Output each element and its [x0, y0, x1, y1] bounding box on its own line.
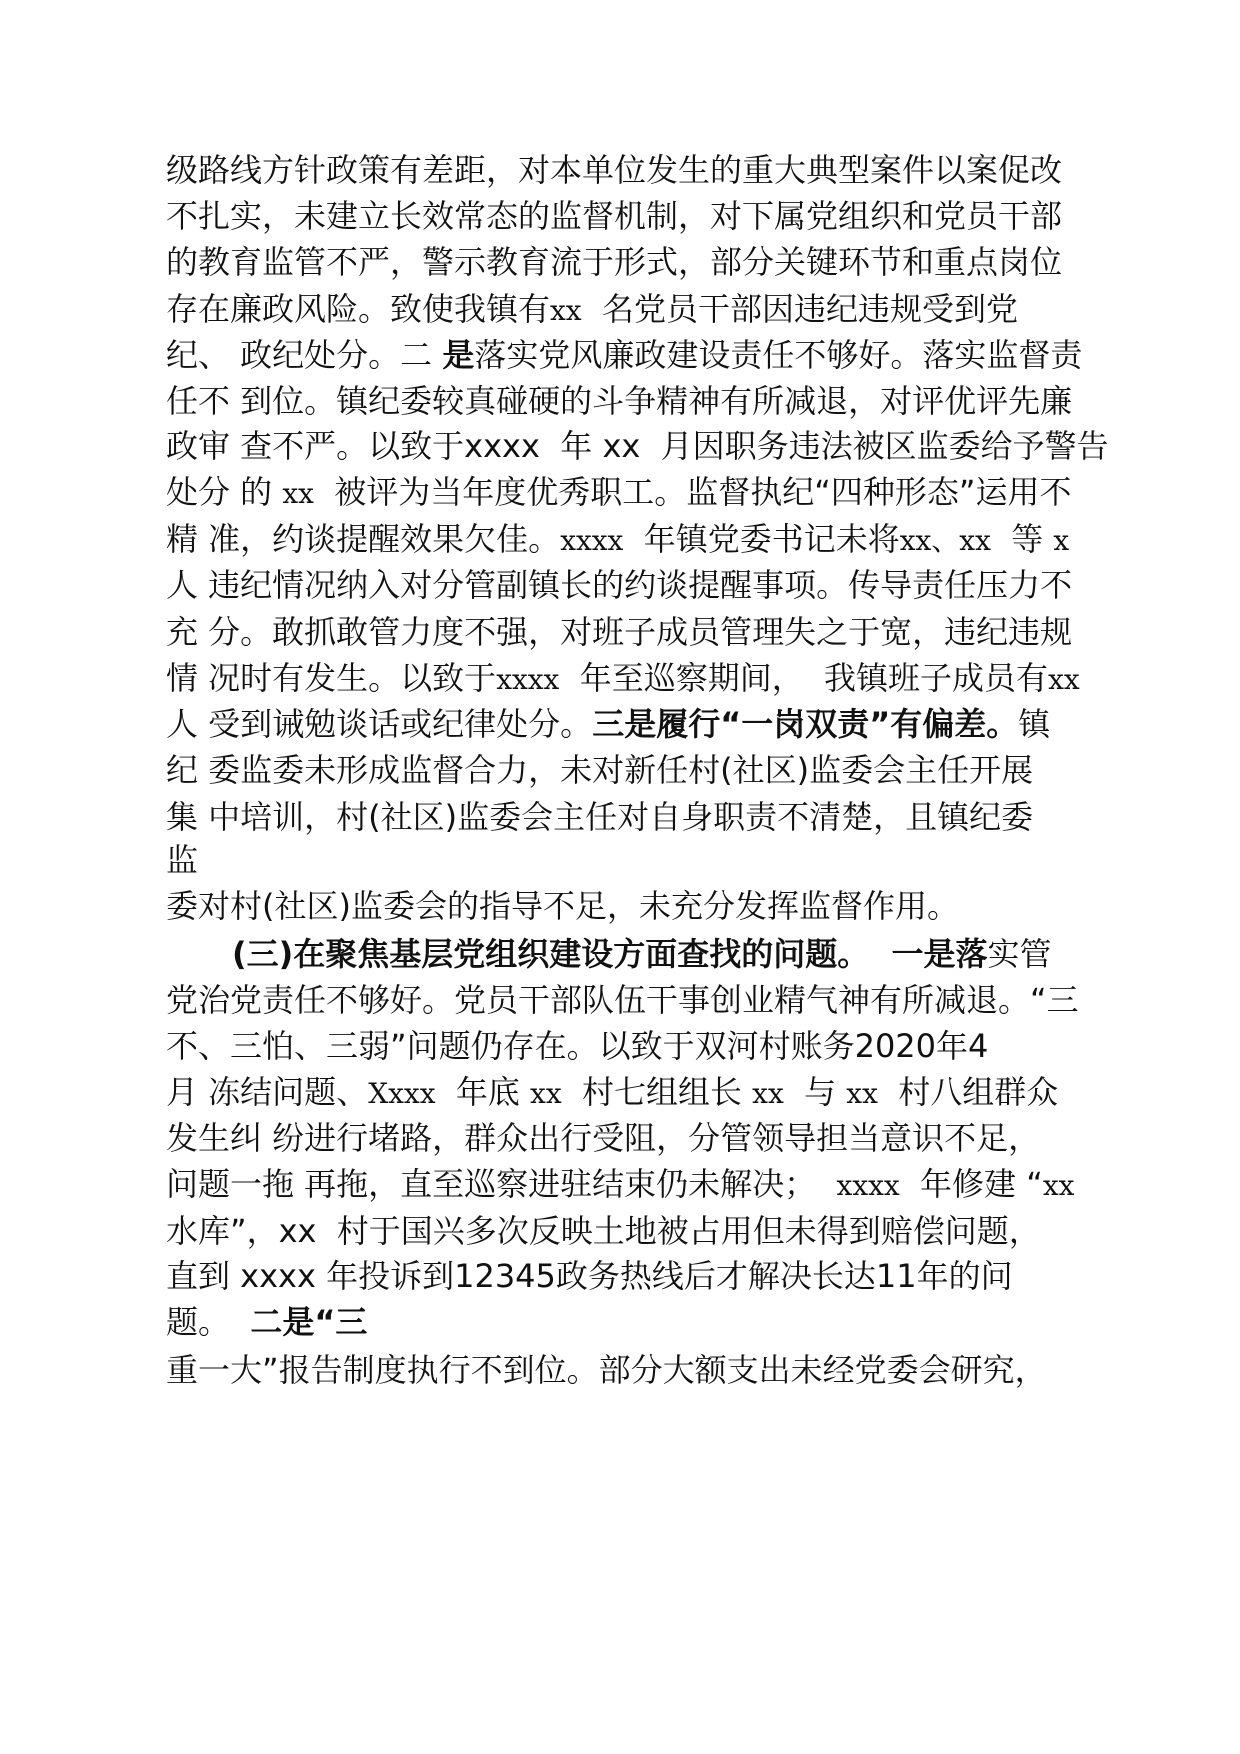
text-line [232, 932, 1052, 976]
text-run: 水库”，xx 村于国兴多次反映土地被占用但未得到赔偿问题， [166, 1212, 1041, 1250]
text-line [166, 148, 1062, 192]
text-run: xx [846, 1077, 878, 1110]
text-line [166, 795, 1033, 839]
text-line [166, 287, 1018, 331]
text-run: 委对村(社区)监委会的指导不足，未充分发挥监督作用。 [166, 887, 959, 925]
text-line [166, 1209, 1041, 1253]
text-line [166, 424, 1109, 468]
text-run: xx [530, 1077, 562, 1110]
text-run: xx [752, 1077, 784, 1110]
text-line [166, 1070, 1058, 1114]
text-run: 政审 查不严。以致于xxxx 年 xx 月因职务违法被区监委给予警告 [166, 427, 1109, 465]
text-run: xxxx [836, 1169, 900, 1202]
text-run: 名党员干部因违纪违规受到党 [581, 290, 1018, 328]
text-line [166, 838, 198, 882]
text-line [166, 748, 1033, 792]
text-line [166, 1300, 367, 1344]
text-run: xx、xx [899, 524, 991, 557]
text-run: 情 况时有发生。以致于 [166, 659, 497, 697]
text-line [166, 884, 959, 928]
text-line [166, 240, 1062, 284]
text-run: 等 [990, 520, 1054, 558]
text-run: 重一大”报告制度执行不到位。部分大额支出未经党委会研究， [166, 1351, 1047, 1389]
bold-text: 是 [442, 336, 475, 374]
text-run: 纪 委监委未形成监督合力，未对新任村(社区)监委会主任开展 [166, 751, 1034, 789]
text-run: 人 受到诫勉谈话或纪律处分。 [166, 705, 593, 743]
text-run: 年至巡察期间， 我镇班子成员有 [559, 659, 1049, 697]
text-run: Xxxx [368, 1077, 436, 1110]
text-run: xx [1042, 1169, 1075, 1202]
text-run: 题。 [166, 1303, 251, 1341]
text-run: 的教育监管不严，警示教育流于形式，部分关键环节和重点岗位 [166, 243, 1063, 281]
text-run: xx [282, 477, 314, 510]
text-run: 村八组群众 [877, 1073, 1059, 1111]
text-run: 不、三怕、三弱”问题仍存在。以致于双河村账务2020年4 [166, 1027, 989, 1065]
text-run: 处分 的 [166, 473, 283, 511]
text-line [166, 656, 1080, 700]
text-run: 监 [166, 841, 199, 879]
text-run: xxxx [496, 663, 560, 696]
text-line [166, 470, 1071, 514]
text-line [166, 1116, 1040, 1160]
bold-text: 三是履行“一岗双责”有偏差。 [592, 705, 1019, 743]
text-line [166, 978, 1079, 1022]
text-run: xx [1048, 663, 1080, 696]
text-run: 纪、 政纪处分。二 [166, 336, 443, 374]
text-run: 被评为当年度优秀职工。监督执纪“四种形态”运用不 [313, 473, 1072, 511]
text-run: 级路线方针政策有差距，对本单位发生的重大典型案件以案促改 [166, 151, 1063, 189]
text-run: 镇 [1018, 705, 1051, 743]
text-run: 人 违纪情况纳入对分管副镇长的约谈提醒事项。传导责任压力不 [166, 566, 1073, 604]
text-run: 发生纠 纷进行堵路，群众出行受阻，分管领导担当意识不足， [166, 1119, 1041, 1157]
text-run: 直到 xxxx 年投诉到12345政务热线后才解决长达11年的问 [166, 1257, 1013, 1295]
text-run: 实管 [987, 935, 1052, 973]
text-run: 村七组组长 [561, 1073, 753, 1111]
text-line [166, 1254, 1013, 1298]
text-line [166, 1024, 988, 1068]
text-line [166, 517, 1069, 561]
bold-text: 二是“三 [250, 1303, 368, 1341]
text-line [166, 1162, 1074, 1206]
text-run: 落实党风廉政建设责任不够好。落实监督责 [474, 336, 1083, 374]
text-run: 集 中培训，村(社区)监委会主任对自身职责不清楚，且镇纪委 [166, 798, 1034, 836]
text-run: 存在廉政风险。致使我镇有 [166, 290, 551, 328]
text-run: 任不 到位。镇纪委较真碰硬的斗争精神有所减退，对评优评先廉 [166, 382, 1073, 420]
text-run: 月 冻结问题、 [166, 1073, 369, 1111]
bold-text: (三)在聚焦基层党组织建设方面查找的问题。 一是落 [232, 935, 988, 973]
text-line [166, 333, 1082, 377]
text-run: 精 准，约谈提醒效果欠佳。 [166, 520, 561, 558]
text-line [166, 610, 1072, 654]
text-run: x [1053, 524, 1070, 557]
text-run: 党治党责任不够好。党员干部队伍干事创业精气神有所减退。“三 [166, 981, 1079, 1019]
text-run: 年修建 “ [899, 1165, 1043, 1203]
text-run: 不扎实，未建立长效常态的监督机制，对下属党组织和党员干部 [166, 197, 1063, 235]
text-run: xxxx [560, 524, 624, 557]
text-line [166, 1348, 1047, 1392]
text-run: 年底 [435, 1073, 531, 1111]
text-run: 问题一拖 再拖，直至巡察进驻结束仍未解决； [166, 1165, 837, 1203]
text-line [166, 563, 1072, 607]
text-run: xx [550, 294, 582, 327]
text-run: 充 分。敢抓敢管力度不强，对班子成员管理失之于宽，违纪违规 [166, 613, 1073, 651]
text-run: 年镇党委书记未将 [623, 520, 900, 558]
text-run: 与 [783, 1073, 847, 1111]
text-line [166, 194, 1062, 238]
text-line [166, 702, 1050, 746]
text-line [166, 379, 1072, 423]
